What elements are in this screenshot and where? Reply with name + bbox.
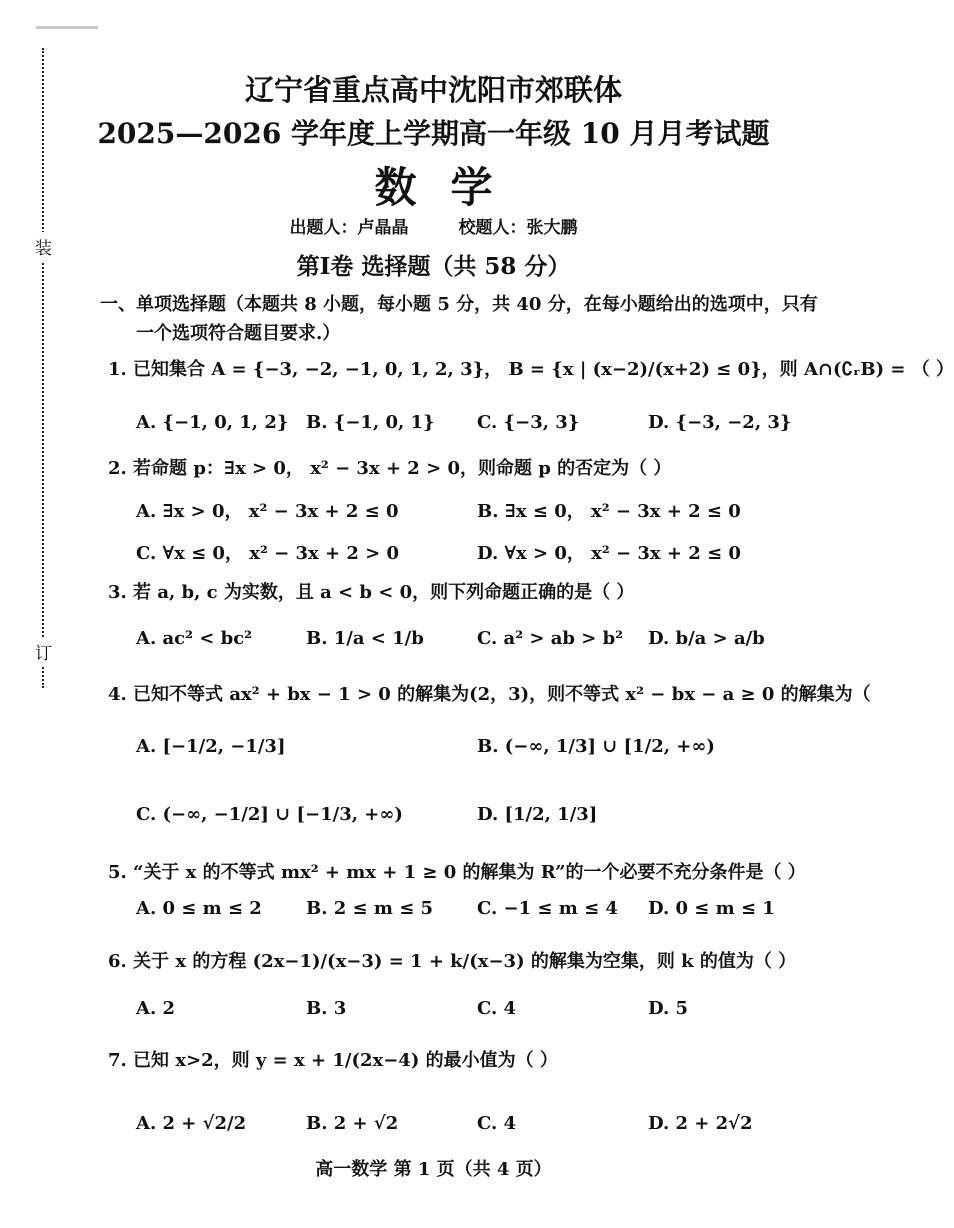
question-6-option-b: B. 3 <box>306 998 347 1019</box>
question-6-option-d: D. 5 <box>648 998 689 1019</box>
question-3-option-b: B. 1/a < 1/b <box>306 628 424 649</box>
question-3-option-c: C. a² > ab > b² <box>477 628 624 649</box>
author: 出题人：卢晶晶 <box>289 218 409 238</box>
section-heading: 一、单项选择题（本题共 8 小题，每小题 5 分，共 40 分，在每小题给出的选项中，只有一个选项符合题目要求.） <box>100 294 818 344</box>
question-4-stem: 4. 已知不等式 ax² + bx − 1 > 0 的解集为(2，3)，则不等式 x² − bx − a ≥ 0 的解集为（ <box>108 684 871 705</box>
question-5-option-b: B. 2 ≤ m ≤ 5 <box>306 898 434 919</box>
question-7-option-d: D. 2 + 2√2 <box>648 1113 753 1134</box>
question-7-option-b: B. 2 + √2 <box>306 1113 399 1134</box>
question-1-option-a: A. {−1, 0, 1, 2} <box>136 412 289 433</box>
subject-title: 数学 <box>374 163 527 212</box>
author-line <box>0 213 867 238</box>
question-3-option-a: A. ac² < bc² <box>136 628 253 649</box>
question-4-option-c: C. (−∞, −1/2] ∪ [−1/3, +∞) <box>136 804 403 825</box>
question-1-option-c: C. {−3, 3} <box>477 412 580 433</box>
question-2-option-c: C. ∀x ≤ 0， x² − 3x + 2 > 0 <box>136 543 399 564</box>
exam-title-line1: 辽宁省重点高中沈阳市郊联体 <box>244 73 622 107</box>
part-title: 第Ⅰ卷 选择题（共 58 分） <box>296 253 571 280</box>
question-6-option-a: A. 2 <box>136 998 176 1019</box>
question-4-option-b: B. (−∞, 1/3] ∪ [1/2, +∞) <box>477 736 715 757</box>
question-5-option-a: A. 0 ≤ m ≤ 2 <box>136 898 262 919</box>
question-1-option-d: D. {−3, −2, 3} <box>648 412 792 433</box>
page-footer: 高一数学 第 1 页（共 4 页） <box>315 1159 552 1180</box>
question-4-option-d: D. [1/2, 1/3] <box>477 804 598 825</box>
question-7-option-a: A. 2 + √2/2 <box>136 1113 247 1134</box>
question-4-option-a: A. [−1/2, −1/3] <box>136 736 286 757</box>
question-2-option-d: D. ∀x > 0， x² − 3x + 2 ≤ 0 <box>477 543 741 564</box>
question-2-option-b: B. ∃x ≤ 0， x² − 3x + 2 ≤ 0 <box>477 501 741 522</box>
binding-mark-zhuang: 装 <box>35 232 52 261</box>
question-5-stem: 5. “关于 x 的不等式 mx² + mx + 1 ≥ 0 的解集为 R”的一个必要不充分条件是（ ） <box>108 862 806 883</box>
question-2-stem: 2. 若命题 p：∃x > 0， x² − 3x + 2 > 0，则命题 p 的否定为（ ） <box>108 458 672 479</box>
question-6-option-c: C. 4 <box>477 998 517 1019</box>
question-1-option-b: B. {−1, 0, 1} <box>306 412 435 433</box>
question-5-option-c: C. −1 ≤ m ≤ 4 <box>477 898 618 919</box>
question-3-option-d: D. b/a > a/b <box>648 628 765 649</box>
scan-edge-mark <box>36 26 98 29</box>
question-7-option-c: C. 4 <box>477 1113 517 1134</box>
question-1-stem: 1. 已知集合 A = {−3, −2, −1, 0, 1, 2, 3}， B = {x | (x−2)/(x+2) ≤ 0}，则 A∩(∁ᵣB) = （ ） <box>108 359 954 380</box>
checker: 校题人：张大鹏 <box>458 218 578 238</box>
binding-mark-ding: 订 <box>35 637 52 666</box>
question-2-option-a: A. ∃x > 0， x² − 3x + 2 ≤ 0 <box>136 501 399 522</box>
question-6-stem: 6. 关于 x 的方程 (2x−1)/(x−3) = 1 + k/(x−3) 的解集为空集，则 k 的值为（ ） <box>108 951 797 972</box>
question-3-stem: 3. 若 a, b, c 为实数，且 a < b < 0，则下列命题正确的是（ ） <box>108 582 635 603</box>
question-7-stem: 7. 已知 x>2，则 y = x + 1/(2x−4) 的最小值为（ ） <box>108 1050 558 1071</box>
exam-title-line2: 2025—2026 学年度上学期高一年级 10 月月考试题 <box>97 117 770 150</box>
question-5-option-d: D. 0 ≤ m ≤ 1 <box>648 898 775 919</box>
